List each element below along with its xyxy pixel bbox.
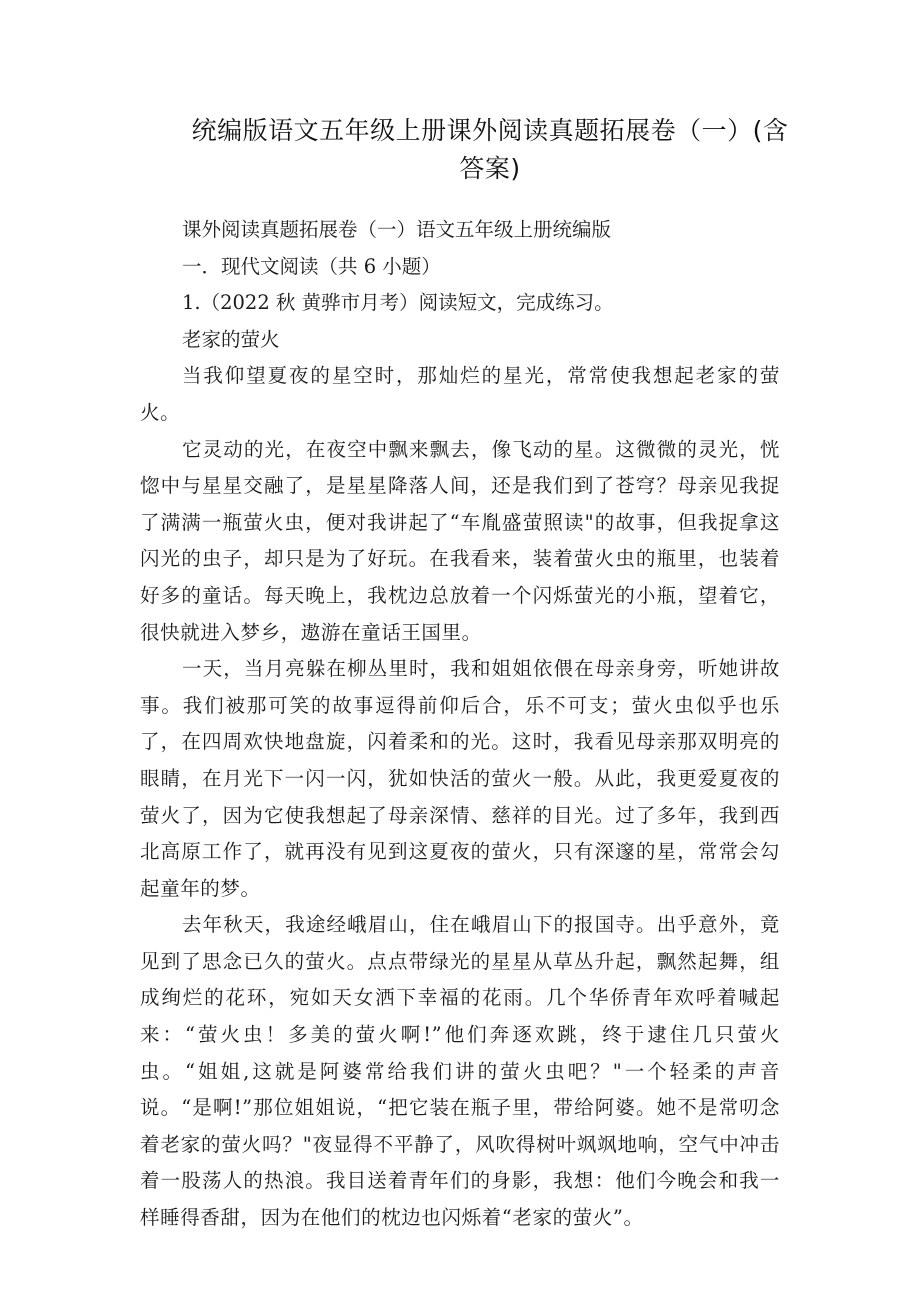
article-paragraph: 它灵动的光，在夜空中飘来飘去，像飞动的星。这微微的灵光，恍惚中与星星交融了，是星星降落人间，还是我们到了苍穹？母亲见我捉了满满一瓶萤火虫，便对我讲起了“车胤盛萤照读"的故事，但我捉拿这闪光的虫子，却只是为了好玩。在我看来，装着萤火虫的瓶里，也装着好多的童话。每天晚上，我枕边总放着一个闪烁萤光的小瓶，望着它，很快就进入梦乡，遨游在童话王国里。	[140, 437, 780, 644]
document-body	[140, 212, 780, 1237]
article-paragraph: 去年秋天，我途经峨眉山，住在峨眉山下的报国寺。出乎意外，竟见到了思念已久的萤火。点点带绿光的星星从草丛升起，飘然起舞，组成绚烂的花环，宛如天女洒下幸福的花雨。几个华侨青年欢呼着喊起来：“萤火虫！多美的萤火啊!”他们奔逐欢跳，终于逮住几只萤火虫。“姐姐,这就是阿婆常给我们讲的萤火虫吧？"一个轻柔的声音说。“是啊!”那位姐姐说，“把它装在瓶子里，带给阿婆。她不是常叨念着老家的萤火吗？"夜显得不平静了，风吹得树叶飒飒地响，空气中冲击着一股荡人的热浪。我目送着青年们的身影，我想：他们今晚会和我一样睡得香甜，因为在他们的枕边也闪烁着“老家的萤火”。	[140, 913, 780, 1230]
article-paragraph: 当我仰望夏夜的星空时，那灿烂的星光，常常使我想起老家的萤火。	[140, 364, 780, 424]
article-title: 老家的萤火	[182, 327, 280, 351]
section-heading: 一．现代文阅读（共 6 小题）	[182, 254, 441, 278]
question-line: 1.（2022 秋 黄骅市月考）阅读短文，完成练习。	[182, 291, 614, 315]
document-title: 统编版语文五年级上册课外阅读真题拓展卷（一）(含答案)	[191, 116, 789, 183]
header-line: 课外阅读真题拓展卷（一）语文五年级上册统编版	[182, 218, 612, 241]
article-paragraph: 一天，当月亮躲在柳丛里时，我和姐姐依偎在母亲身旁，听她讲故事。我们被那可笑的故事逗得前仰后合，乐不可支；萤火虫似乎也乐了，在四周欢快地盘旋，闪着柔和的光。这时，我看见母亲那双明亮的眼睛，在月光下一闪一闪，犹如快活的萤火一般。从此，我更爱夏夜的萤火了，因为它使我想起了母亲深情、慈祥的目光。过了多年，我到西北高原工作了，就再没有见到这夏夜的萤火，只有深邃的星，常常会勾起童年的梦。	[140, 657, 780, 900]
